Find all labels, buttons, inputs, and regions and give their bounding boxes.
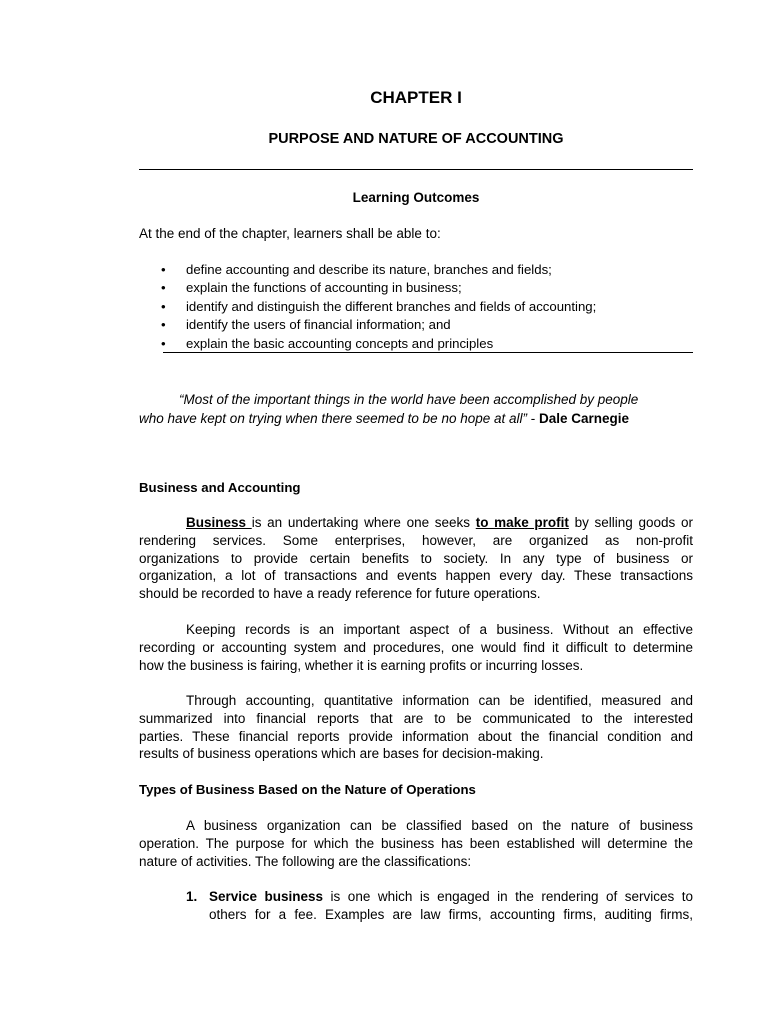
paragraph-line: Through accounting, quantitative information can be identified, measured and [186, 693, 693, 708]
paragraph-line: nature of activities. The following are the classifications: [139, 853, 472, 869]
text-run: by selling goods or [568, 515, 693, 530]
list-item [139, 261, 596, 279]
paragraph-business-classification [139, 817, 693, 870]
term-business: Business [186, 515, 252, 530]
bullet-icon: • [161, 298, 166, 314]
list-item-text: define accounting and describe its nature, branches and fields; [186, 262, 552, 277]
chapter-subtitle: PURPOSE AND NATURE OF ACCOUNTING [268, 131, 564, 147]
bullet-icon: • [161, 335, 166, 351]
chapter-title: CHAPTER I [370, 88, 462, 107]
numbered-item-service-business [186, 888, 693, 924]
paragraph-line: results of business operations which are bases for decision-making. [139, 746, 544, 762]
bullet-icon: • [161, 317, 166, 333]
text-run: is an undertaking where one seeks [251, 515, 476, 530]
list-item [139, 335, 596, 353]
quote-line-1: “Most of the important things in the world have been accomplished by people [179, 392, 639, 407]
list-item-text: identify the users of financial information; and [186, 317, 451, 333]
quote-line-2: who have kept on trying when there seemed to be no hope at all” [139, 411, 527, 426]
term-make-profit: to make profit [475, 515, 569, 530]
paragraph-line: recording or accounting system and procedures, one would find it difficult to determine [139, 639, 693, 655]
quote-separator: - [527, 411, 539, 426]
section-heading-business-and-accounting: Business and Accounting [139, 480, 301, 495]
item-line: others for a fee. Examples are law firms, accounting firms, auditing firms, [209, 907, 693, 922]
paragraph-line: rendering services. Some enterprises, however, are organized as non-profit [139, 532, 693, 548]
text-run: is one which is engaged in the rendering of services to [323, 889, 693, 904]
quote-author: Dale Carnegie [539, 411, 630, 426]
paragraph-keeping-records [139, 621, 693, 674]
item-number: 1. [186, 889, 198, 904]
learning-outcomes-intro: At the end of the chapter, learners shall be able to: [139, 226, 441, 241]
paragraph-line: organization, a lot of transactions and events happen every day. These transactions [139, 568, 693, 584]
epigraph-quote [139, 390, 693, 428]
bullet-icon: • [161, 262, 166, 277]
list-item [139, 298, 596, 316]
paragraph-line [139, 514, 693, 532]
section-heading-types-of-business: Types of Business Based on the Nature of Operations [139, 782, 476, 797]
paragraph-line: Keeping records is an important aspect of a business. Without an effective [186, 622, 693, 637]
item-line [209, 888, 693, 906]
list-item [139, 316, 596, 334]
paragraph-line: should be recorded to have a ready reference for future operations. [139, 586, 541, 602]
paragraph-line: organizations to provide certain benefits to society. In any type of business or [139, 550, 693, 566]
paragraph-business-definition [139, 514, 693, 603]
paragraph-line: A business organization can be classified based on the nature of business [186, 818, 693, 833]
paragraph-through-accounting [139, 692, 693, 763]
learning-outcomes-list [139, 261, 596, 353]
term-service-business: Service business [209, 889, 324, 904]
list-item [139, 279, 596, 297]
outcomes-divider [163, 352, 693, 353]
paragraph-line: operation. The purpose for which the business has been established will determine the [139, 835, 693, 851]
paragraph-line: summarized into financial reports that are to be communicated to the interested [139, 710, 693, 726]
list-item-text: explain the basic accounting concepts and principles [186, 335, 494, 351]
learning-outcomes-heading: Learning Outcomes [352, 190, 480, 205]
paragraph-line: how the business is fairing, whether it is earning profits or incurring losses. [139, 657, 584, 673]
bullet-icon: • [161, 280, 166, 296]
list-item-text: explain the functions of accounting in business; [186, 280, 462, 296]
item-body [209, 888, 693, 924]
paragraph-line: parties. These financial reports provide information about the financial condition and [139, 728, 693, 744]
document-page [139, 0, 693, 1024]
top-divider [139, 169, 693, 170]
list-item-text: identify and distinguish the different branches and fields of accounting; [186, 298, 597, 314]
